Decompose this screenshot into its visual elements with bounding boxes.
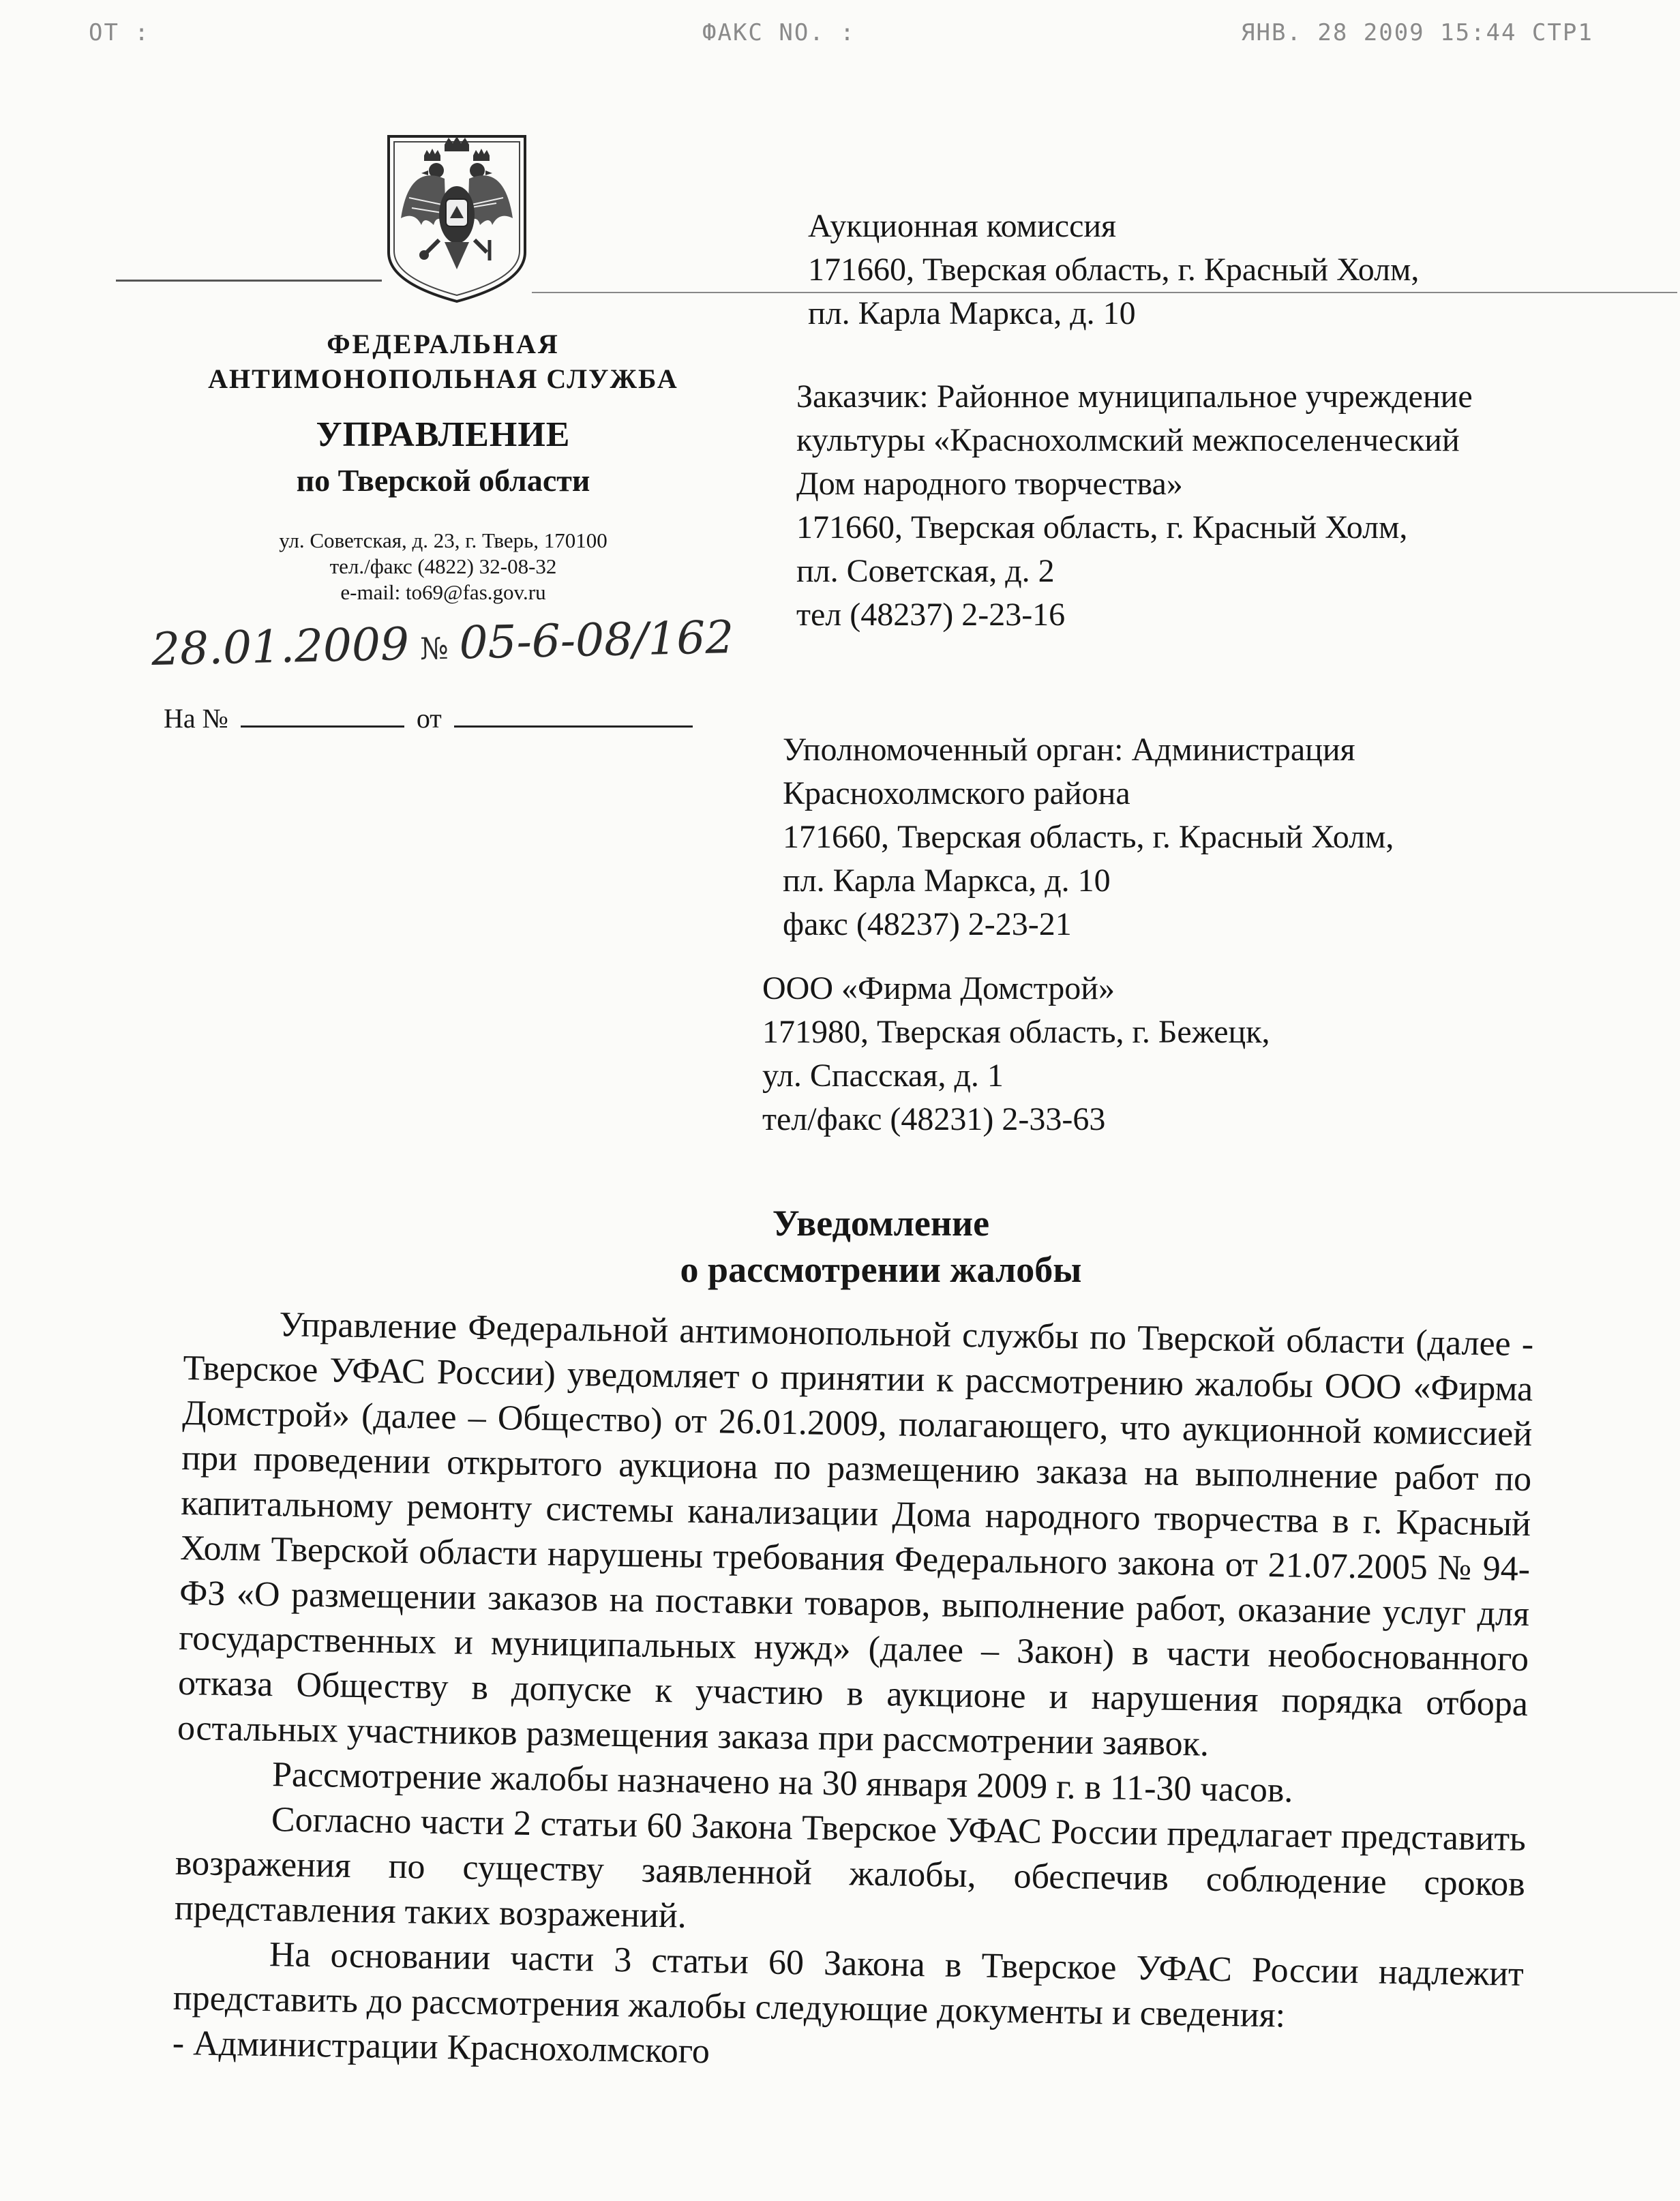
agency-block	[136, 327, 750, 605]
body-paragraph-2: Рассмотрение жалобы назначено на 30 января 2009 г. в 11-30 часов.	[271, 1755, 1293, 1810]
recipient-line: культуры «Краснохолмский межпоселенческий	[796, 422, 1460, 458]
reference-ot-label: от	[416, 703, 442, 734]
fax-header-fax-number: ФАКС NO. :	[702, 19, 856, 46]
outgoing-date-number	[151, 611, 734, 676]
document-title	[0, 1200, 1680, 1293]
recipient-line: Краснохолмского района	[783, 775, 1130, 811]
recipient-line: тел/факс (48231) 2-33-63	[762, 1101, 1106, 1137]
recipient-line: ООО «Фирма Домстрой»	[762, 970, 1115, 1006]
recipient-line: Дом народного творчества»	[796, 466, 1183, 502]
recipient-line: Заказчик: Районное муниципальное учреждение	[796, 378, 1473, 415]
reference-number-blank	[241, 704, 404, 728]
recipient-domstroy	[762, 967, 1270, 1141]
agency-address: ул. Советская, д. 23, г. Тверь, 170100	[279, 528, 608, 552]
reference-line	[164, 702, 698, 734]
title-line-2: о рассмотрении жалобы	[680, 1249, 1082, 1290]
body-paragraph-1: Управление Федеральной антимонопольной службы по Тверской области (далее - Тверское УФАС России) уведомляет о принятии к рассмотрению жалобы ООО «Фирма Домстрой» (далее – Общество) от 26.01.2009, полагающего, что аукционной комиссией при проведении открытого аукциона по размещению заказа на выполнение работ по капитальному ремонту системы канализации Дома народного творчества в г. Красный Холм Тверской области нарушены требования Федерального закона от 21.07.2005 № 94-ФЗ «О размещении заказов на поставки товаров, выполнение работ, оказание услуг для государственных и муниципальных нужд» (далее – Закон) в части необоснованного отказа Обществу в допуске к участию в аукционе и нарушения порядка отбора остальных участников размещения заказа при рассмотрении заявок.	[177, 1305, 1534, 1764]
fax-header	[0, 19, 1680, 53]
agency-line-2: АНТИМОНОПОЛЬНАЯ СЛУЖБА	[208, 363, 678, 394]
outgoing-date: 28.01.2009	[151, 618, 410, 676]
recipient-line: пл. Карла Маркса, д. 10	[808, 295, 1136, 331]
reference-date-blank	[454, 704, 693, 728]
reference-na-label: На №	[164, 703, 228, 734]
number-sign: №	[419, 631, 449, 667]
recipient-line: пл. Карла Маркса, д. 10	[783, 863, 1111, 899]
agency-department: УПРАВЛЕНИЕ	[316, 415, 571, 454]
recipient-authorized-body	[783, 728, 1394, 946]
header-rule-left	[116, 280, 382, 282]
fax-header-sender: OT :	[89, 19, 150, 46]
recipient-line: факс (48237) 2-23-21	[783, 906, 1072, 942]
recipient-line: ул. Спасская, д. 1	[762, 1058, 1004, 1094]
recipient-line: тел (48237) 2-23-16	[796, 597, 1066, 633]
agency-phone: тел./факс (4822) 32-08-32	[329, 554, 557, 578]
recipient-customer	[796, 375, 1473, 637]
recipient-line: Аукционная комиссия	[808, 208, 1117, 244]
body-paragraph-4: На основании части 3 статьи 60 Закона в Тверское УФАС России надлежит представить до рассмотрения жалобы следующие документы и сведения:	[172, 1935, 1525, 2035]
body-paragraph-3: Согласно части 2 статьи 60 Закона Тверское УФАС России предлагает представить возражения по существу заявленной жалобы, обеспечив соблюдение сроков представления таких возражений.	[174, 1800, 1527, 1936]
agency-line-1: ФЕДЕРАЛЬНАЯ	[327, 329, 560, 359]
recipient-line: пл. Советская, д. 2	[796, 553, 1055, 589]
fax-header-timestamp: ЯНВ. 28 2009 15:44 СТР1	[1241, 19, 1593, 46]
document-body	[172, 1301, 1533, 2087]
agency-email: e-mail: to69@fas.gov.ru	[340, 580, 546, 604]
recipient-line: 171980, Тверская область, г. Бежецк,	[762, 1014, 1270, 1050]
agency-region: по Тверской области	[296, 463, 590, 498]
recipient-line: Уполномоченный орган: Администрация	[783, 732, 1355, 768]
recipient-auction-commission	[808, 205, 1419, 335]
recipient-line: 171660, Тверская область, г. Красный Холм,	[808, 252, 1420, 288]
outgoing-number: 05-6-08/162	[458, 611, 735, 670]
recipient-line: 171660, Тверская область, г. Красный Холм,	[783, 819, 1394, 855]
title-line-1: Уведомление	[772, 1203, 990, 1244]
recipient-line: 171660, Тверская область, г. Красный Холм,	[796, 509, 1408, 545]
body-list-item-1: - Администрации Краснохолмского	[172, 2023, 710, 2071]
coat-of-arms-icon	[382, 123, 532, 307]
